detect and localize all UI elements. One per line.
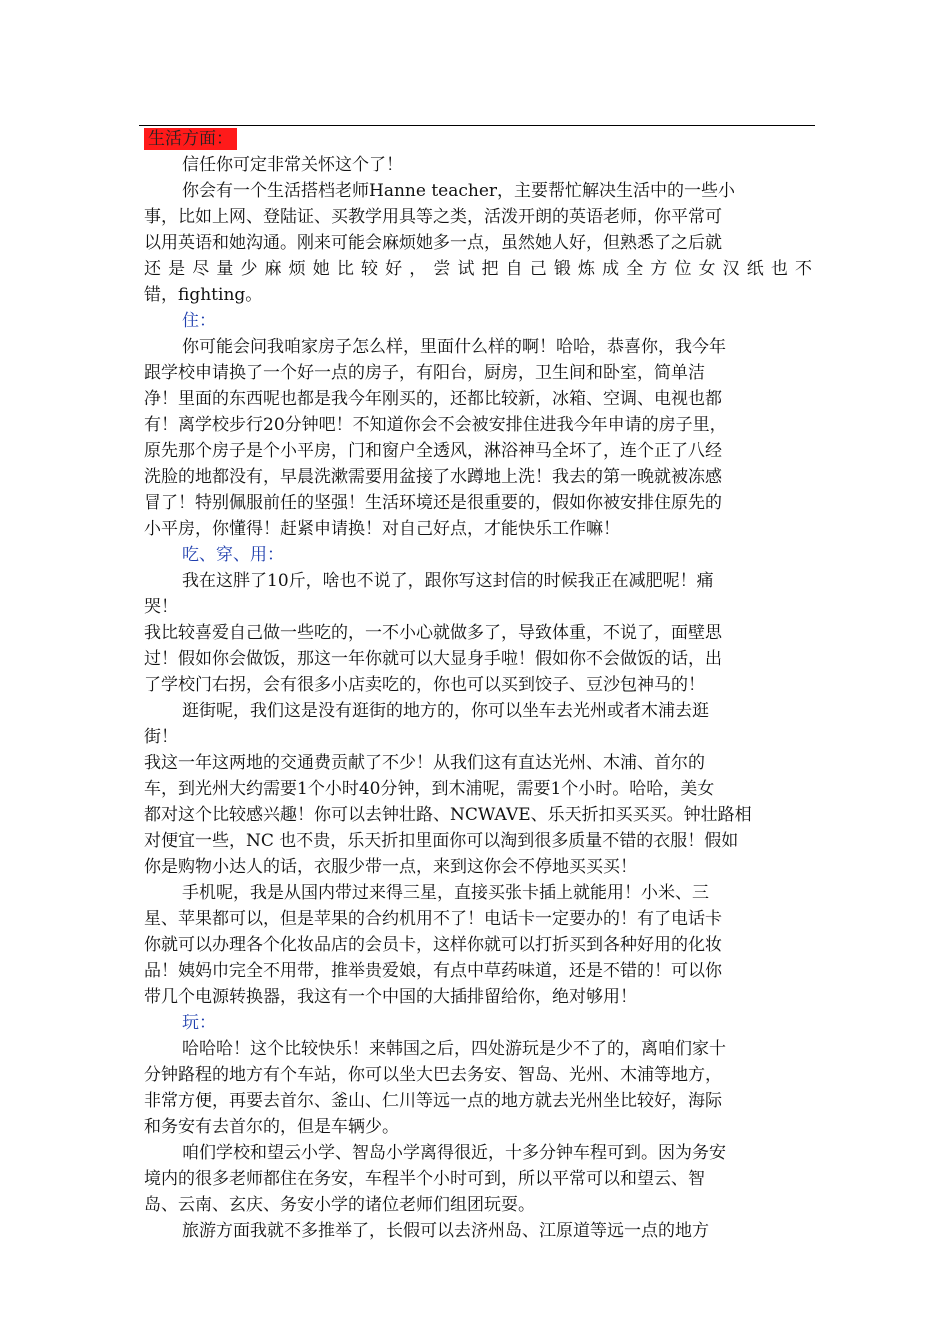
paragraph-line: 以用英语和她沟通。刚来可能会麻烦她多一点，虽然她人好，但熟悉了之后就 <box>144 233 722 253</box>
paragraph-line: 错，fighting。 <box>144 285 263 305</box>
paragraph-line: 你是购物小达人的话，衣服少带一点，来到这你会不停地买买买！ <box>144 857 637 877</box>
paragraph-line: 跟学校申请换了一个好一点的房子，有阳台，厨房，卫生间和卧室，简单洁 <box>144 363 705 383</box>
paragraph-line: 原先那个房子是个小平房，门和窗户全透风，淋浴神马全坏了，连个正了八经 <box>144 441 722 461</box>
paragraph-line: 逛街呢，我们这是没有逛街的地方的，你可以坐车去光州或者木浦去逛 <box>182 701 709 721</box>
section-heading-life: 生活方面： <box>144 128 237 150</box>
paragraph-line: 岛、云南、玄庆、务安小学的诸位老师们组团玩耍。 <box>144 1195 535 1215</box>
paragraph-line: 还是尽量少麻烦她比较好，尝试把自己锻炼成全方位女汉纸也不 <box>144 259 812 279</box>
paragraph-line: 和务安有去首尔的，但是车辆少。 <box>144 1117 399 1137</box>
paragraph-line: 信任你可定非常关怀这个了！ <box>182 155 403 175</box>
paragraph-line: 有！离学校步行20分钟吧！不知道你会不会被安排住进我今年申请的房子里， <box>144 415 727 435</box>
paragraph-line: 我在这胖了10斤，啥也不说了，跟你写这封信的时候我正在减肥呢！痛 <box>182 571 714 591</box>
section-heading-housing: 住： <box>182 311 216 331</box>
paragraph-line: 街！ <box>144 727 178 747</box>
paragraph-line: 品！姨妈巾完全不用带，推举贵爱娘，有点中草药味道，还是不错的！可以你 <box>144 961 722 981</box>
paragraph-line: 星、苹果都可以，但是苹果的合约机用不了！电话卡一定要办的！有了电话卡 <box>144 909 722 929</box>
paragraph-line: 咱们学校和望云小学、智岛小学离得很近，十多分钟车程可到。因为务安 <box>182 1143 726 1163</box>
paragraph-line: 洗脸的地都没有，早晨洗漱需要用盆接了水蹲地上洗！我去的第一晚就被冻感 <box>144 467 722 487</box>
paragraph-line: 车，到光州大约需要1个小时40分钟，到木浦呢，需要1个小时。哈哈，美女 <box>144 779 715 799</box>
paragraph-line: 冒了！特别佩服前任的坚强！生活环境还是很重要的，假如你被安排住原先的 <box>144 493 722 513</box>
paragraph-line: 你可能会问我咱家房子怎么样，里面什么样的啊！哈哈，恭喜你，我今年 <box>182 337 726 357</box>
paragraph-line: 分钟路程的地方有个车站，你可以坐大巴去务安、智岛、光州、木浦等地方， <box>144 1065 722 1085</box>
paragraph-line: 过！假如你会做饭，那这一年你就可以大显身手啦！假如你不会做饭的话，出 <box>144 649 722 669</box>
paragraph-line: 净！里面的东西呢也都是我今年刚买的，还都比较新，冰箱、空调、电视也都 <box>144 389 722 409</box>
paragraph-line: 了学校门右拐，会有很多小店卖吃的，你也可以买到饺子、豆沙包神马的！ <box>144 675 705 695</box>
paragraph-line: 境内的很多老师都住在务安，车程半个小时可到，所以平常可以和望云、智 <box>144 1169 705 1189</box>
paragraph-line: 小平房，你懂得！赶紧申请换！对自己好点，才能快乐工作嘛！ <box>144 519 620 539</box>
paragraph-line: 哭！ <box>144 597 178 617</box>
paragraph-line: 事，比如上网、登陆证、买教学用具等之类，活泼开朗的英语老师，你平常可 <box>144 207 722 227</box>
section-heading-food: 吃、穿、用： <box>182 545 284 565</box>
paragraph-line: 我比较喜爱自己做一些吃的，一不小心就做多了，导致体重，不说了，面壁思 <box>144 623 722 643</box>
paragraph-line: 旅游方面我就不多推举了，长假可以去济州岛、江原道等远一点的地方 <box>182 1221 709 1241</box>
paragraph-line: 手机呢，我是从国内带过来得三星，直接买张卡插上就能用！小米、三 <box>182 883 709 903</box>
document-body <box>144 126 812 1244</box>
paragraph-line: 你就可以办理各个化妆品店的会员卡，这样你就可以打折买到各种好用的化妆 <box>144 935 722 955</box>
section-heading-play: 玩： <box>182 1013 216 1033</box>
paragraph-line: 你会有一个生活搭档老师Hanne teacher，主要帮忙解决生活中的一些小 <box>182 181 736 201</box>
paragraph-line: 带几个电源转换器，我这有一个中国的大插排留给你，绝对够用！ <box>144 987 637 1007</box>
paragraph-line: 哈哈哈！这个比较快乐！来韩国之后，四处游玩是少不了的，离咱们家十 <box>182 1039 726 1059</box>
paragraph-line: 我这一年这两地的交通费贡献了不少！从我们这有直达光州、木浦、首尔的 <box>144 753 705 773</box>
paragraph-line: 对便宜一些，NC 也不贵，乐天折扣里面你可以淘到很多质量不错的衣服！假如 <box>144 831 739 851</box>
paragraph-line: 非常方便，再要去首尔、釜山、仁川等远一点的地方就去光州坐比较好，海际 <box>144 1091 722 1111</box>
paragraph-line: 都对这个比较感兴趣！你可以去钟壮路、NCWAVE、乐天折扣买买买。钟壮路相 <box>144 805 752 825</box>
